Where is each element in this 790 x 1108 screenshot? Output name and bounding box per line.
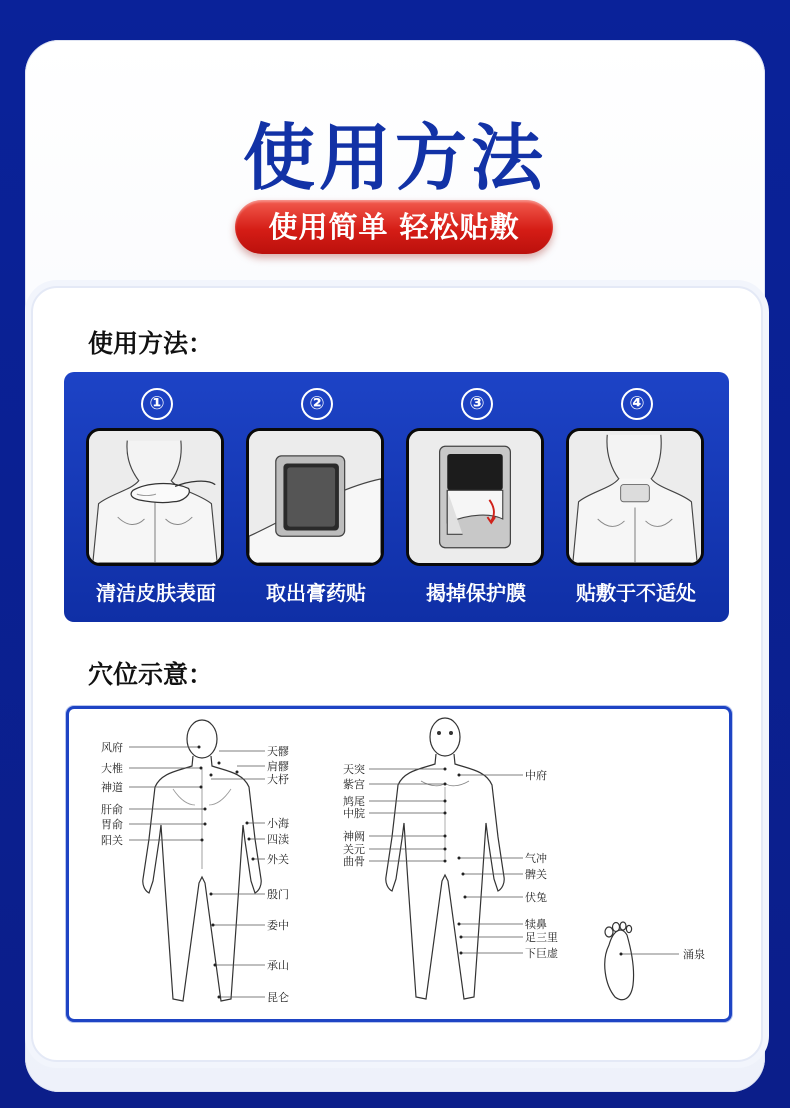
point-label: 足三里 [525, 932, 558, 944]
point-label: 神道 [101, 782, 123, 794]
subtitle-badge: 使用简单 轻松贴敷 [235, 200, 553, 254]
apply-patch-icon [566, 428, 704, 566]
step-2 [246, 372, 386, 622]
step-1 [86, 372, 226, 622]
point-label: 关元 [343, 844, 365, 856]
point-label: 犊鼻 [525, 919, 547, 931]
neck-cleaning-icon [86, 428, 224, 566]
point-label: 四渎 [267, 834, 289, 846]
steps-panel [64, 372, 729, 622]
point-label: 气冲 [525, 853, 547, 865]
foot-outline [605, 922, 634, 1000]
point-label: 小海 [267, 818, 289, 830]
point-label: 紫宫 [343, 779, 365, 791]
step-number: ③ [461, 388, 493, 420]
step-number: ④ [621, 388, 653, 420]
peel-film-icon [406, 428, 544, 566]
point-label: 髀关 [525, 869, 547, 881]
point-label: 殷门 [267, 889, 289, 901]
point-label: 天突 [343, 764, 365, 776]
point-label: 中府 [525, 770, 547, 782]
back-body-outline [143, 720, 261, 1001]
point-label: 肩髎 [267, 761, 289, 773]
point-label: 中脘 [343, 808, 365, 820]
step-label: 贴敷于不适处 [576, 581, 696, 605]
point-label: 鸠尾 [343, 796, 365, 808]
point-label: 涌泉 [683, 949, 705, 961]
step-number: ① [141, 388, 173, 420]
point-label: 阳关 [101, 835, 123, 847]
point-label: 委中 [267, 920, 289, 932]
point-label: 曲骨 [343, 856, 365, 868]
front-body-outline [386, 718, 504, 999]
point-label: 风府 [101, 742, 123, 754]
step-number: ② [301, 388, 333, 420]
step-label: 取出膏药贴 [266, 581, 366, 605]
point-label: 承山 [267, 960, 289, 972]
acupoint-chart [66, 706, 732, 1022]
point-label: 神阙 [343, 831, 365, 843]
step-4 [566, 372, 706, 622]
point-label: 胃俞 [101, 819, 123, 831]
front-right-labels [458, 768, 559, 960]
step-label: 揭掉保护膜 [426, 581, 526, 605]
point-label: 下巨虚 [525, 948, 558, 960]
acupoint-heading: 穴位示意： [88, 660, 214, 689]
point-label: 大椎 [101, 763, 123, 775]
point-label: 伏兔 [525, 892, 547, 904]
step-label: 清洁皮肤表面 [96, 581, 216, 605]
back-right-labels [210, 745, 290, 1004]
page-title: 使用方法 [242, 116, 547, 200]
point-label: 外关 [267, 854, 289, 866]
point-label: 大杼 [267, 774, 289, 786]
patch-packet-icon [246, 428, 384, 566]
usage-heading: 使用方法： [88, 329, 214, 358]
point-label: 昆仑 [267, 992, 289, 1004]
point-label: 天髎 [267, 746, 289, 758]
step-3 [406, 372, 546, 622]
acupoint-diagram [69, 709, 729, 1019]
point-label: 肝俞 [101, 804, 123, 816]
